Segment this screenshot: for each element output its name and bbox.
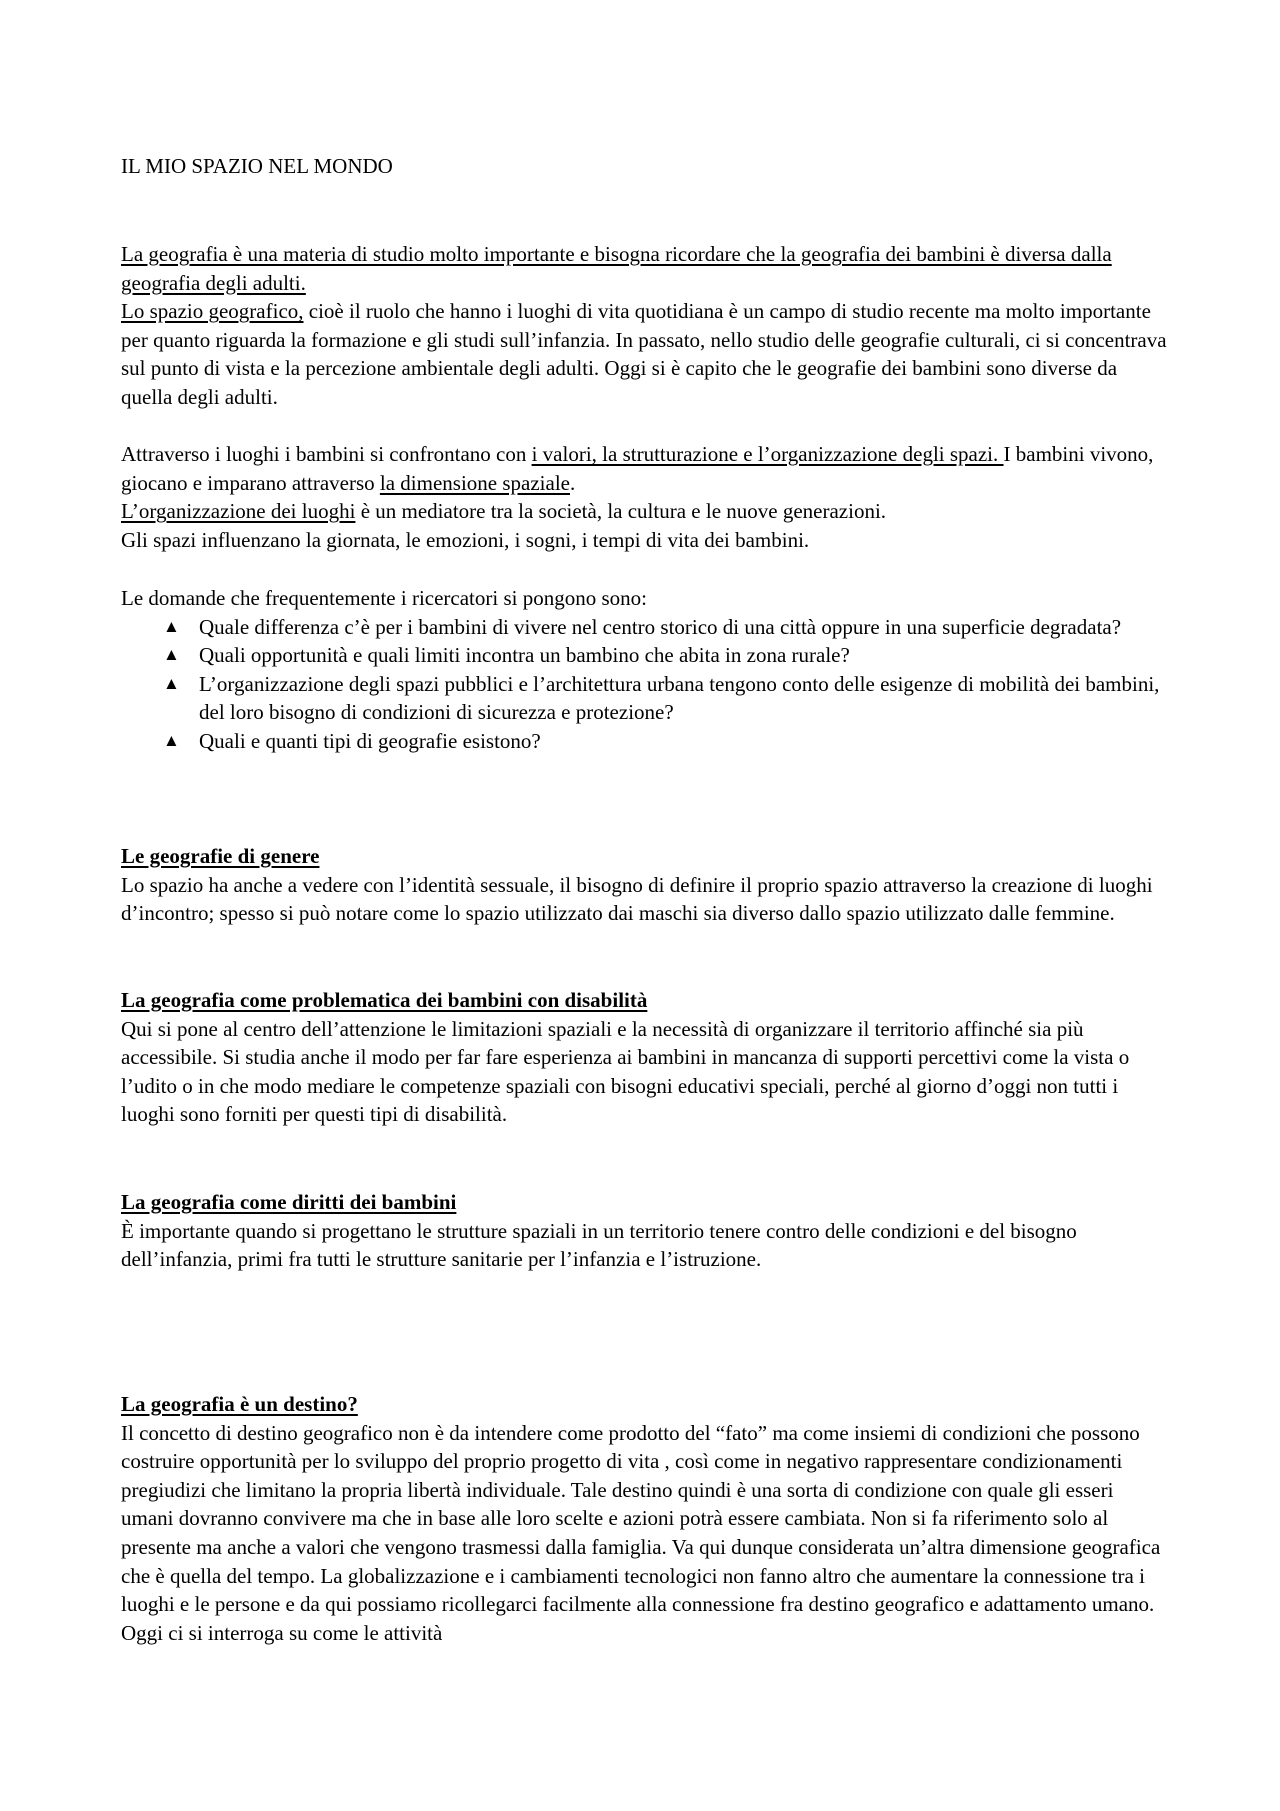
triangle-bullet-icon: ▲ — [163, 730, 180, 750]
intro-paragraph — [121, 240, 1171, 412]
underlined-dimensione-spaziale: la dimensione spaziale — [379, 470, 570, 495]
page-title: IL MIO SPAZIO NEL MONDO — [121, 154, 393, 178]
paragraph-luoghi: Attraverso i luoghi i bambini si confrontano con i valori, la strutturazione e l’organizzazione degli spazi. I bambini vivono, giocano e imparano attraverso la dimensione spaziale. L’organizzazione dei luoghi è un mediatore tra la società, la cultura e le nuove generazioni. Gli spazi influenzano la giornata, le emozioni, i sogni, i tempi di vita dei bambini. — [121, 440, 1171, 554]
section-body: È importante quando si progettano le strutture spaziali in un territorio tenere contro delle condizioni e del bisogno dell’infanzia, primi fra tutti le strutture sanitarie per l’infanzia e l’istruzione. — [121, 1218, 1077, 1272]
intro-term-spazio-geografico: Lo spazio geografico, — [121, 299, 304, 324]
underlined-organizzazione: L’organizzazione dei luoghi — [121, 499, 356, 524]
underlined-valori: i valori, la strutturazione e l’organizzazione degli spazi. — [531, 442, 1004, 466]
questions-list — [121, 613, 1171, 756]
list-item: ▲ Quali opportunità e quali limiti incontra un bambino che abita in zona rurale? — [121, 641, 1171, 670]
section-disabilita — [121, 986, 1171, 1129]
section-heading: La geografia è un destino? — [121, 1392, 358, 1416]
intro-underlined-text: La geografia è una materia di studio molto importante e bisogna ricordare che la geografia dei bambini è diversa dalla geografia degli adulti. — [121, 242, 1112, 295]
section-diritti — [121, 1188, 1171, 1274]
questions-block — [121, 584, 1171, 756]
triangle-bullet-icon: ▲ — [163, 645, 180, 665]
section-body: Lo spazio ha anche a vedere con l’identità sessuale, il bisogno di definire il proprio spazio attraverso la creazione di luoghi d’incontro; spesso si può notare come lo spazio utilizzato dai maschi sia diverso dallo spazio utilizzato dalle femmine. — [121, 872, 1153, 926]
section-heading: La geografia come diritti dei bambini — [121, 1190, 457, 1214]
section-geografie-di-genere — [121, 842, 1171, 928]
section-destino — [121, 1390, 1171, 1647]
triangle-bullet-icon: ▲ — [163, 673, 180, 693]
section-body: Il concetto di destino geografico non è da intendere come prodotto del “fato” ma come insiemi di condizioni che possono costruire opportunità per lo sviluppo del proprio progetto di vita , così come in negativo rappresentare condizionamenti pregiudizi che limitano la propria libertà individuale. Tale destino quindi è una sorta di condizione con quale gli esseri umani dovranno convivere ma che in base alle loro scelte e azioni potrà essere cambiata. Non si fa riferimento solo al presente ma anche a valori che vengono trasmessi dalla famiglia. Va qui dunque considerata un’altra dimensione geografica che è quella del tempo. La globalizzazione e i cambiamenti tecnologici non fanno altro che aumentare la connessione tra i luoghi e le persone e da qui possiamo ricollegarci facilmente alla connessione fra destino geografico e adattamento umano. Oggi ci si interroga su come le attività — [121, 1420, 1161, 1645]
section-heading: La geografia come problematica dei bambini con disabilità — [121, 988, 648, 1012]
list-item: ▲ Quale differenza c’è per i bambini di vivere nel centro storico di una città oppure in una superficie degradata? — [121, 613, 1171, 642]
list-item: ▲ L’organizzazione degli spazi pubblici e l’architettura urbana tengono conto delle esigenze di mobilità dei bambini, del loro bisogno di condizioni di sicurezza e protezione? — [163, 671, 1160, 725]
paragraph-spazi: Gli spazi influenzano la giornata, le emozioni, i sogni, i tempi di vita dei bambini. — [121, 527, 810, 552]
section-body: Qui si pone al centro dell’attenzione le limitazioni spaziali e la necessità di organizzare il territorio affinché sia più accessibile. Si studia anche il modo per far fare esperienza ai bambini in mancanza di supporti percettivi come la vista o l’udito o in che modo mediare le competenze spaziali con bisogni educativi speciali, perché al giorno d’oggi non tutti i luoghi sono forniti per questi tipi di disabilità. — [121, 1016, 1130, 1127]
section-heading: Le geografie di genere — [121, 844, 320, 868]
questions-intro: Le domande che frequentemente i ricercatori si pongono sono: — [121, 586, 647, 610]
triangle-bullet-icon: ▲ — [163, 616, 180, 636]
list-item: ▲ Quali e quanti tipi di geografie esistono? — [121, 727, 1171, 756]
intro-text: cioè il ruolo che hanno i luoghi di vita quotidiana è un campo di studio recente ma molto importante per quanto riguarda la formazione e gli studi sull’infanzia. In passato, nello studio delle geografie culturali, ci si concentrava sul punto di vista e la percezione ambientale degli adulti. Oggi si è capito che le geografie dei bambini sono diverse da quella degli adulti. — [121, 299, 1167, 409]
